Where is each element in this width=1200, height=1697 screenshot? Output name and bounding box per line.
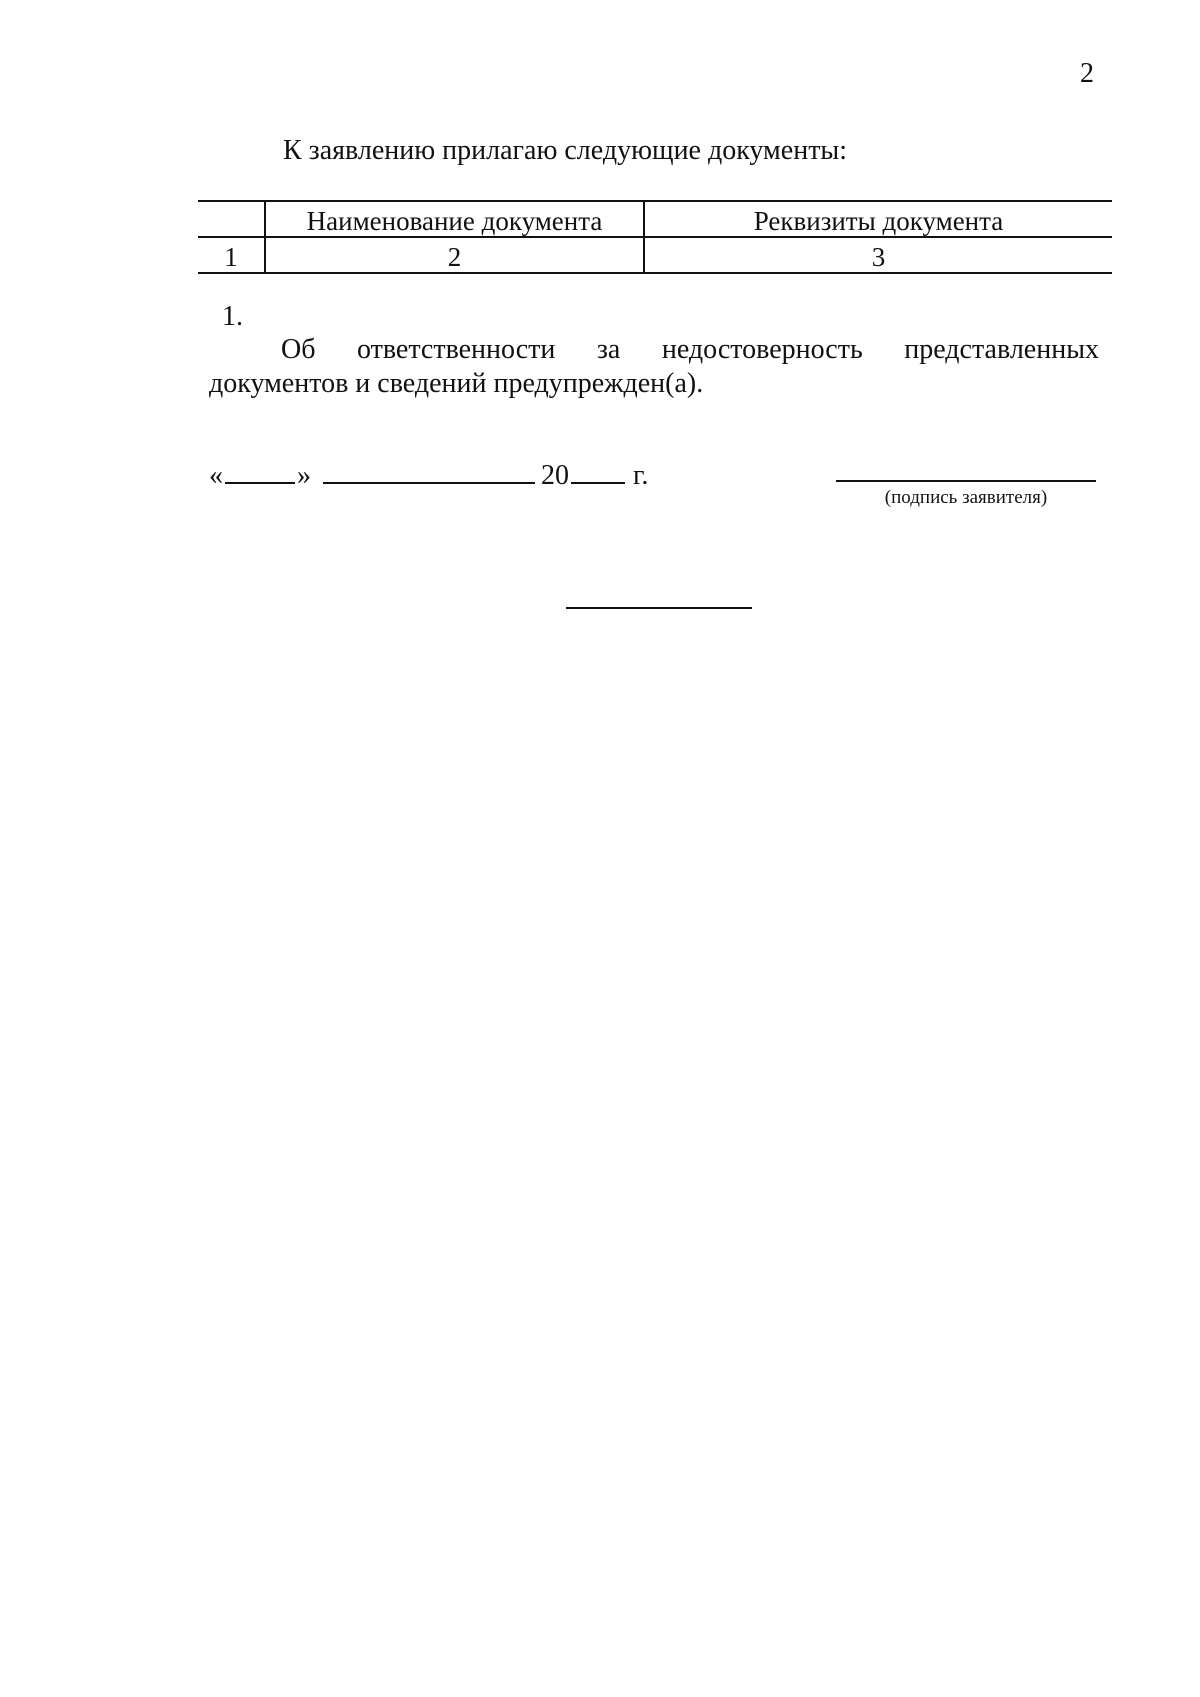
column-number-cell: 3	[644, 237, 1112, 273]
year-suffix: г.	[633, 460, 649, 491]
header-cell-number	[198, 201, 265, 237]
list-item-number: 1.	[222, 301, 243, 332]
month-blank-field[interactable]	[323, 456, 535, 484]
end-of-document-rule	[566, 607, 752, 609]
header-cell-document-name: Наименование документа	[265, 201, 644, 237]
column-number-cell: 1	[198, 237, 265, 273]
page-number: 2	[1080, 58, 1094, 89]
signature-caption: (подпись заявителя)	[884, 487, 1048, 508]
day-blank-field[interactable]	[225, 456, 295, 484]
header-cell-document-requisites: Реквизиты документа	[644, 201, 1112, 237]
table-header-row	[198, 201, 1112, 237]
year-prefix: 20	[541, 460, 569, 491]
attachments-table	[198, 200, 1112, 274]
signature-blank-field[interactable]	[836, 480, 1096, 482]
table-row-column-numbers	[198, 237, 1112, 273]
responsibility-statement	[209, 333, 1099, 401]
date-line	[209, 456, 648, 493]
open-quote: «	[209, 460, 223, 491]
year-blank-field[interactable]	[571, 456, 625, 484]
responsibility-statement-text: Об ответственности за недостоверность представленных документов и сведений предупрежден(а).	[209, 334, 1099, 399]
close-quote: »	[297, 460, 311, 491]
attachments-intro: К заявлению прилагаю следующие документы:	[283, 135, 848, 166]
column-number-cell: 2	[265, 237, 644, 273]
